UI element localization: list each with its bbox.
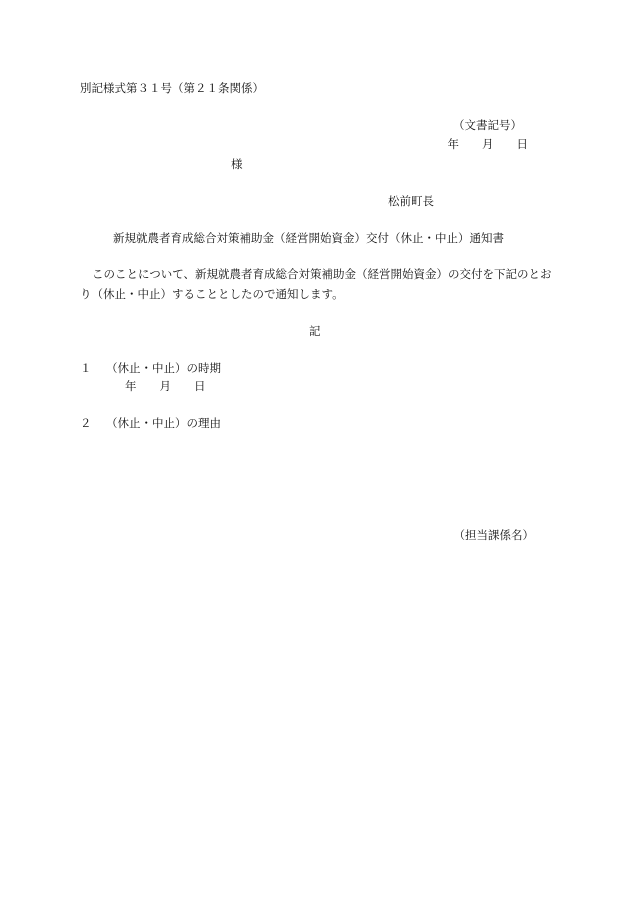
- item-2-label: （休止・中止）の理由: [106, 416, 221, 430]
- item-1-number: １: [80, 361, 92, 375]
- item-1-label: （休止・中止）の時期: [106, 361, 221, 375]
- document-title: 新規就農者育成総合対策補助金（経営開始資金）交付（休止・中止）通知書: [113, 231, 504, 245]
- sender-name: 松前町長: [388, 194, 434, 208]
- form-identifier: 別記様式第３１号（第２１条関係）: [80, 81, 264, 95]
- item-2-number: ２: [80, 416, 92, 430]
- contact-section: （担当課係名）: [453, 528, 534, 542]
- ki-heading: 記: [309, 324, 321, 338]
- body-paragraph: [80, 264, 552, 304]
- date-line: 年 月 日: [447, 137, 528, 151]
- body-text: このことについて、新規就農者育成総合対策補助金（経営開始資金）の交付を下記のとおり（休止・中止）することとしたので通知します。: [80, 267, 552, 301]
- recipient-honorific: 様: [231, 157, 243, 171]
- document-number-label: （文書記号）: [453, 118, 522, 132]
- item-2: [80, 416, 221, 430]
- item-1-date: 年 月 日: [125, 379, 206, 393]
- item-1: [80, 361, 221, 375]
